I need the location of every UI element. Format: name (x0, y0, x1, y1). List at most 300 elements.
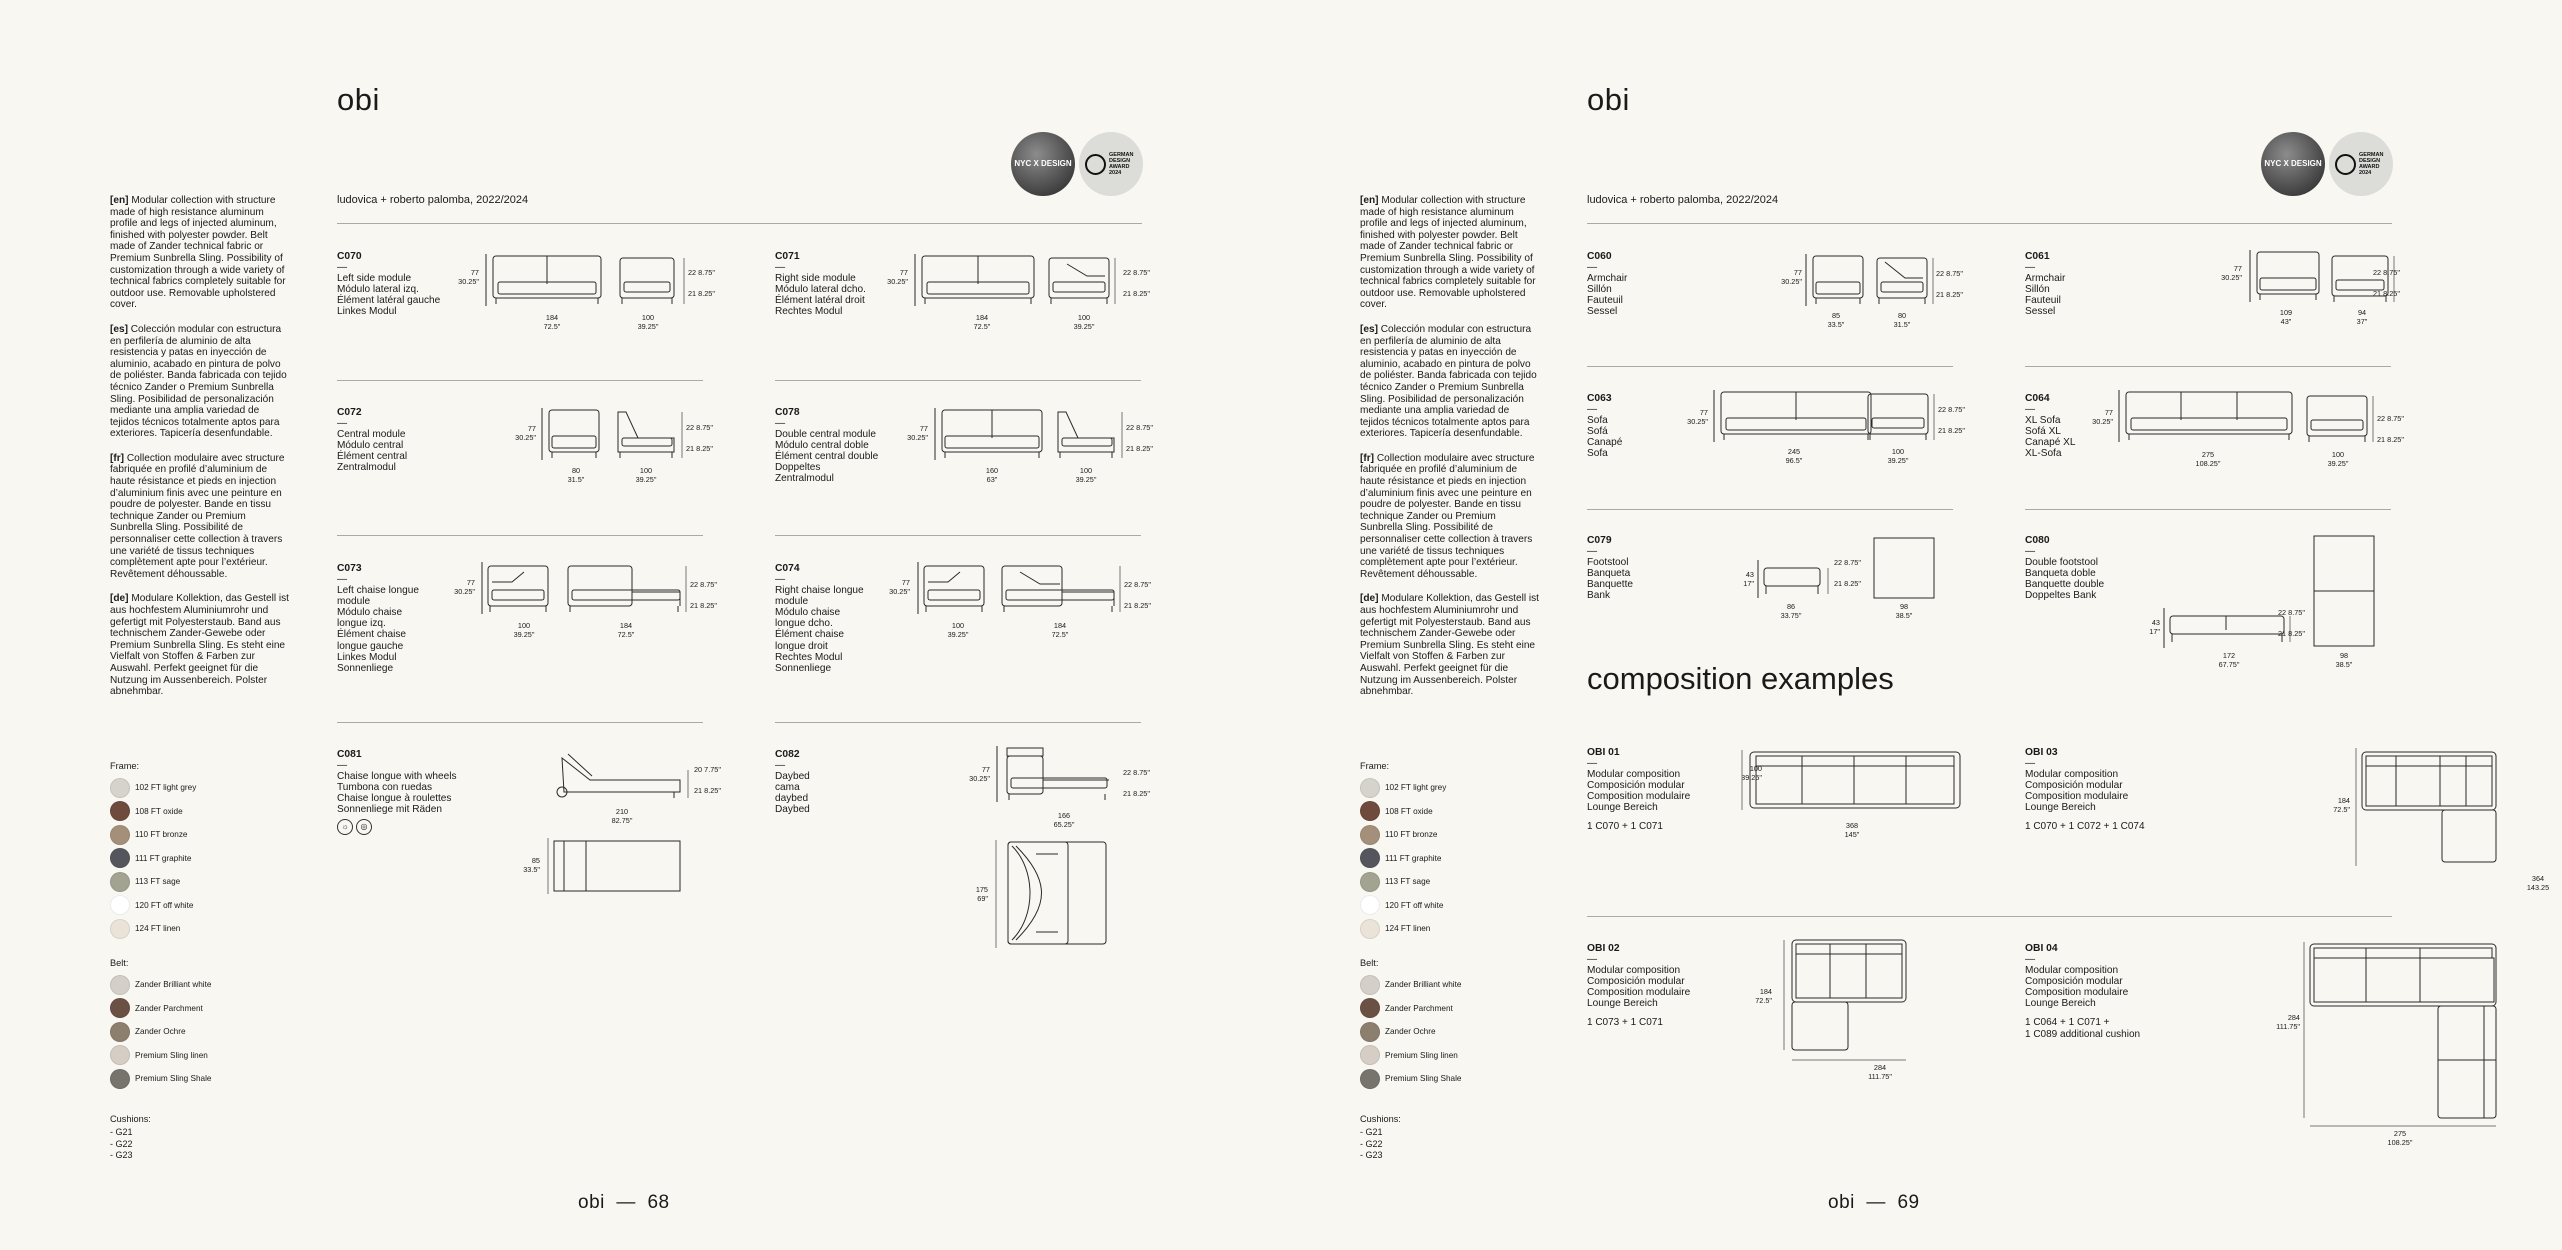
composition-formula (2025, 821, 2145, 833)
text-line: Módulo lateral dcho. (775, 284, 866, 296)
swatch-label: Zander Ochre (1385, 1027, 1436, 1037)
dim-height: 77 30.25" (1781, 268, 1802, 286)
dim-arm: 21 8.25" (1936, 290, 1963, 299)
swatch-item (1360, 870, 1446, 894)
product-dash: — (775, 574, 786, 585)
text-line: Double footstool (2025, 557, 2098, 569)
cushion-item: - G23 (1360, 1150, 1383, 1160)
dim-depth: 100 39.25" (1887, 447, 1909, 465)
color-swatch-icon (110, 825, 130, 845)
text-line: Zentralmodul (775, 473, 834, 485)
dim-height: 43 17" (1743, 570, 1754, 588)
footstool-side-view-c079 (1758, 560, 1828, 598)
swatch-label: Premium Sling linen (135, 1050, 208, 1060)
sofa-side-view-c072 (612, 408, 682, 460)
divider (337, 535, 703, 536)
swatch-label: Zander Parchment (1385, 1003, 1453, 1013)
composition-code: OBI 03 (2025, 747, 2058, 758)
daybed-side-view (997, 746, 1113, 802)
swatch-label: 102 FT light grey (1385, 783, 1447, 793)
dim-depth: 175 69" (975, 885, 988, 903)
swatch-label: Premium Sling Shale (1385, 1074, 1462, 1084)
sofa-side-view-c074 (918, 562, 990, 614)
product-c064 (2025, 393, 2076, 459)
sofa-side-view-c071 (1047, 254, 1117, 306)
text-line: module (337, 596, 371, 608)
page-number: obi — 68 (578, 1192, 670, 1213)
dim-arm: 21 8.25" (686, 444, 713, 453)
product-dash: — (2025, 262, 2036, 273)
color-swatch-icon (1360, 895, 1380, 915)
composition-code: OBI 01 (1587, 747, 1620, 758)
composition-formula (1587, 821, 1690, 833)
swatch-label: 111 FT graphite (1385, 853, 1442, 863)
dim-depth: 98 38.5" (2335, 651, 2353, 669)
color-swatch-icon (1360, 801, 1380, 821)
divider (2025, 509, 2391, 510)
text-line: Zentralmodul (337, 462, 396, 474)
dim-width: 184 72.5" (543, 313, 561, 331)
swatch-label: 102 FT light grey (135, 783, 197, 793)
dim-depth: 100 39.25" (1741, 764, 1762, 782)
dim-depth: 94 37" (2356, 308, 2368, 326)
composition-names (1587, 965, 1690, 1009)
swatch-item (110, 1067, 211, 1091)
dim-width: 86 33.75" (1780, 602, 1802, 620)
swatch-label: Zander Brilliant white (1385, 980, 1462, 990)
dim-width: 100 39.25" (947, 621, 969, 639)
color-swatch-icon (110, 1069, 130, 1089)
dim-arm: 21 8.25" (1123, 289, 1150, 298)
color-swatch-icon (1360, 848, 1380, 868)
text-line: Élément central (337, 451, 408, 463)
dim-height: 77 30.25" (458, 268, 479, 286)
text-line: Sonnenliege (337, 662, 394, 674)
dim-width: 284 111.75" (1868, 1063, 1892, 1081)
dim-depth: 184 72.5" (1051, 621, 1069, 639)
text-line: Doppeltes (775, 462, 821, 474)
footstool-top-view-c080 (2312, 534, 2376, 648)
product-code: C079 (1587, 535, 1612, 546)
footstool-side-view-c080 (2164, 608, 2290, 648)
color-swatch-icon (110, 801, 130, 821)
cushion-item: - G22 (110, 1138, 133, 1149)
cushions-list (110, 1127, 133, 1162)
cushions-label: Cushions: (110, 1114, 151, 1124)
dim-arm: 21 8.25" (1834, 579, 1861, 588)
swatch-item (1360, 1020, 1461, 1044)
product-names (775, 429, 878, 484)
color-swatch-icon (110, 1022, 130, 1042)
sofa-front-view-c070 (486, 254, 606, 306)
dim-depth: 184 72.5" (2333, 796, 2350, 814)
text-line: 1 C070 + 1 C071 (1587, 821, 1663, 833)
product-c061 (2025, 251, 2065, 317)
text-line: Fauteuil (2025, 295, 2061, 307)
dim-arm: 21 8.25" (1938, 426, 1965, 435)
dim-arm: 21 8.25" (690, 601, 717, 610)
text-line: Modular composition (2025, 965, 2119, 977)
description-es: [es] Colección modular con estructura en perfilería de aluminio de alta resistencia y patas en inyección de aluminio, acabado en pintura de polvo de poliéster. Banda fabricada con tejido técnico Zander o Premium Sunbrella Sling. Posibilidad de personalización mediante una amplia variedad de tejidos técnicos totalmente aptos para exteriores. Tapicería desenfundable. (110, 323, 287, 440)
dim-depth: 85 33.5" (523, 856, 540, 874)
dim-arm: 21 8.25" (1126, 444, 1153, 453)
page-left (0, 0, 1249, 1250)
belt-label: Belt: (1360, 958, 1379, 968)
text-line: Élément latéral droit (775, 295, 865, 307)
dim-depth: 100 39.25" (1073, 313, 1095, 331)
text-line: Doppeltes Bank (2025, 590, 2097, 602)
armchair-front-view-c060 (1806, 254, 1866, 306)
chaise-longue-top-view (548, 838, 684, 894)
text-line: Tumbona con ruedas (337, 782, 433, 794)
description-fr: [fr] Collection modulaire avec structure fabriquée en profilé d’aluminium de haute résistance et pieds en injection d’aluminium finis avec une peinture en poudre de polyester. Bande en tissu technique Zander ou Premium Sunbrella Sling. Possibilité de personnaliser cette collection à travers une variété de tissus techniques complètement apte pour l’extérieur. Revêtement déhoussable. (110, 452, 285, 580)
product-dash: — (2025, 546, 2036, 557)
dim-height: 77 30.25" (907, 424, 928, 442)
color-swatch-icon (110, 848, 130, 868)
sofa-front-view-c071 (915, 254, 1040, 306)
dim-arm: 21 8.25" (694, 786, 721, 795)
dim-height: 77 30.25" (2092, 408, 2113, 426)
text-line: Élément chaise (775, 629, 845, 641)
product-c080 (2025, 535, 2104, 601)
text-line: Composition modulaire (1587, 791, 1691, 803)
dim-seat: 22 8.75" (2373, 268, 2400, 277)
product-c072 (337, 407, 407, 473)
sofa-front-view-c078 (935, 408, 1047, 460)
text-line: Élément chaise (337, 629, 407, 641)
dim-height: 77 30.25" (515, 424, 536, 442)
text-line: Banquette (1587, 579, 1634, 591)
color-swatch-icon (1360, 778, 1380, 798)
product-names (775, 585, 864, 674)
dim-width: 275 108.25" (2195, 450, 2221, 468)
dim-depth: 184 72.5" (617, 621, 635, 639)
cushion-item: - G23 (110, 1150, 133, 1160)
dim-width: 160 63" (985, 466, 999, 484)
page-title: obi (1587, 82, 1630, 117)
product-code: C072 (337, 407, 362, 418)
dim-depth: 284 111.75" (2276, 1013, 2300, 1031)
dim-arm: 21 8.25" (688, 289, 715, 298)
product-c063 (1587, 393, 1622, 459)
dim-width: 109 43" (2279, 308, 2293, 326)
swatch-item (1360, 1044, 1461, 1068)
german-design-award-badge: GERMAN DESIGN AWARD 2024 (2329, 132, 2393, 196)
text-line: Modular composition (1587, 769, 1681, 781)
description-block (1360, 195, 1540, 711)
dim-depth: 184 72.5" (1755, 987, 1772, 1005)
page-title: obi (337, 82, 380, 117)
frame-label: Frame: (1360, 761, 1390, 771)
description-en: [en] Modular collection with structure made of high resistance aluminum profile and legs of injected aluminum, finished with polyester powder. Belt made of Zander technical fabric or Premium Sunbrella Sling. Possibility of customization through a wide variety of technical fabrics completely suitable for outdoor use. Removable upholstered cover. (1360, 195, 1536, 311)
description-fr: [fr] Collection modulaire avec structure fabriquée en profilé d’aluminium de haute résistance et pieds en injection d’aluminium finis avec une peinture en poudre de polyester. Bande en tissu technique Zander ou Premium Sunbrella Sling. Possibilité de personnaliser cette collection à travers une variété de tissus techniques complètement apte pour l’extérieur. Revêtement déhoussable. (1360, 452, 1535, 580)
cushions-label: Cushions: (1360, 1114, 1401, 1124)
dim-height: 77 30.25" (969, 765, 990, 783)
text-line: 1 C073 + 1 C071 (1587, 1017, 1663, 1029)
text-line: Banqueta doble (2025, 568, 2096, 580)
color-swatch-icon (110, 872, 130, 892)
text-line: 1 C089 additional cushion (2025, 1029, 2141, 1041)
dim-seat: 22 8.75" (1124, 580, 1151, 589)
product-names (775, 771, 810, 815)
product-names (1587, 557, 1633, 601)
product-names (1587, 273, 1627, 317)
text-line: Right chaise longue (775, 585, 864, 597)
dim-seat: 22 8.75" (1123, 768, 1150, 777)
dim-seat: 22 8.75" (1126, 423, 1153, 432)
swatch-item (110, 973, 211, 997)
text-line: Módulo central (337, 440, 404, 452)
nyc-design-award-badge: NYC X DESIGN (2261, 132, 2325, 196)
sofa-side-view-c078 (1052, 408, 1124, 460)
text-line: longue gauche (337, 640, 404, 652)
dim-arm: 21 8.25" (2373, 289, 2400, 298)
text-line: longue droit (775, 640, 828, 652)
text-line: Linkes Modul (337, 651, 397, 663)
dim-width: 100 39.25" (513, 621, 535, 639)
color-swatch-icon (1360, 1045, 1380, 1065)
product-dash: — (1587, 404, 1598, 415)
text-line: Sessel (2025, 306, 2056, 318)
swatch-item (110, 776, 196, 800)
swatch-label: 113 FT sage (1385, 877, 1431, 887)
swatch-label: 108 FT oxide (135, 806, 183, 816)
composition-dash: — (1587, 954, 1598, 965)
divider (2025, 366, 2391, 367)
product-c079 (1587, 535, 1633, 601)
dim-width: 85 33.5" (1827, 311, 1845, 329)
composition-obi-01 (1587, 747, 1690, 833)
text-line: Lounge Bereich (1587, 998, 1658, 1010)
nyc-design-award-badge: NYC X DESIGN (1011, 132, 1075, 196)
product-code: C071 (775, 251, 800, 262)
swatch-item (1360, 847, 1446, 871)
product-dash: — (337, 262, 348, 273)
composition-obi-02 (1587, 943, 1690, 1029)
chaise-front-view-c074 (1000, 562, 1118, 614)
text-line: Armchair (1587, 273, 1628, 285)
product-dash: — (337, 574, 348, 585)
product-dash: — (2025, 404, 2036, 415)
color-swatch-icon (1360, 1069, 1380, 1089)
dim-height: 77 30.25" (889, 578, 910, 596)
description-block (110, 195, 290, 711)
composition-names (1587, 769, 1690, 813)
composition-code: OBI 04 (2025, 943, 2058, 954)
sofa-front-view-c064 (2119, 390, 2297, 442)
swatch-label: 124 FT linen (135, 924, 181, 934)
product-code: C081 (337, 749, 362, 760)
sofa-side-view-c073 (482, 562, 554, 614)
color-swatch-icon (1360, 825, 1380, 845)
swatch-label: Premium Sling linen (1385, 1050, 1458, 1060)
text-line: Sillón (1587, 284, 1612, 296)
dim-width: 166 65.25" (1053, 811, 1075, 829)
text-line: Composición modular (1587, 780, 1685, 792)
cushion-item: - G21 (110, 1127, 133, 1137)
product-code: C063 (1587, 393, 1612, 404)
text-line: Footstool (1587, 557, 1629, 569)
text-line: Módulo chaise (337, 607, 403, 619)
product-code: C064 (2025, 393, 2050, 404)
designer-credit: ludovica + roberto palomba, 2022/2024 (337, 194, 529, 206)
dim-width: 245 96.5" (1785, 447, 1803, 465)
belt-label: Belt: (110, 958, 129, 968)
dim-seat: 22 8.75" (686, 423, 713, 432)
composition-names (2025, 965, 2140, 1009)
text-line: Sofa (1587, 415, 1608, 427)
dim-seat: 22 8.75" (2278, 608, 2305, 617)
frame-swatch-list (110, 776, 196, 941)
swatch-item (110, 1020, 211, 1044)
color-swatch-icon (110, 998, 130, 1018)
divider (337, 223, 1142, 224)
text-line: daybed (775, 793, 809, 805)
product-dash: — (337, 418, 348, 429)
product-code: C080 (2025, 535, 2050, 546)
color-swatch-icon (1360, 975, 1380, 995)
color-swatch-icon (1360, 872, 1380, 892)
text-line: XL-Sofa (2025, 448, 2062, 460)
frame-label: Frame: (110, 761, 140, 771)
swatch-label: 108 FT oxide (1385, 806, 1433, 816)
product-code: C078 (775, 407, 800, 418)
text-line: Sonnenliege (775, 662, 832, 674)
swatch-label: Zander Brilliant white (135, 980, 212, 990)
composition-formula (2025, 1017, 2140, 1041)
product-c081 (337, 749, 457, 835)
description-es: [es] Colección modular con estructura en perfilería de aluminio de alta resistencia y patas en inyección de aluminio, acabado en pintura de polvo de poliéster. Banda fabricada con tejido técnico Zander o Premium Sunbrella Sling. Posibilidad de personalización mediante una amplia variedad de tejidos técnicos totalmente aptos para exteriores. Tapicería desenfundable. (1360, 323, 1537, 440)
swatch-item (110, 1044, 211, 1068)
text-line: Linkes Modul (337, 306, 397, 318)
text-line: Chaise longue with wheels (337, 771, 457, 783)
product-dash: — (337, 760, 348, 771)
swatch-label: Zander Parchment (135, 1003, 203, 1013)
text-line: Élément latéral gauche (337, 295, 441, 307)
armchair-front-view-c061 (2250, 250, 2322, 302)
sofa-side-view-c064 (2303, 392, 2373, 444)
dim-width: 275 108.25" (2387, 1129, 2413, 1147)
text-line: Rechtes Modul (775, 306, 843, 318)
text-line: Canapé XL (2025, 437, 2076, 449)
dim-seat: 22 8.75" (1936, 269, 1963, 278)
dim-seat: 22 8.75" (1123, 268, 1150, 277)
section-title: composition examples (1587, 661, 1894, 696)
text-line: Lounge Bereich (1587, 802, 1658, 814)
dim-depth: 100 39.25" (1075, 466, 1097, 484)
dim-seat: 22 8.75" (1834, 558, 1861, 567)
product-names (2025, 557, 2104, 601)
composition-dash: — (2025, 758, 2036, 769)
outdoor-icon: ☼ (337, 819, 353, 835)
product-code: C073 (337, 563, 362, 574)
sofa-side-view-c070 (618, 254, 676, 306)
dim-arm: 21 8.25" (2377, 435, 2404, 444)
product-code: C082 (775, 749, 800, 760)
dim-seat: 22 8.75" (690, 580, 717, 589)
text-line: Sofa (1587, 448, 1608, 460)
text-line: Left chaise longue (337, 585, 419, 597)
dim-width: 172 67.75" (2218, 651, 2240, 669)
text-line: module (775, 596, 809, 608)
swatch-item (1360, 917, 1446, 941)
text-line: Sofá XL (2025, 426, 2061, 438)
swatch-label: 110 FT bronze (135, 830, 188, 840)
product-names (1587, 415, 1622, 459)
description-de: [de] Modulare Kollektion, das Gestell ist aus hochfestem Aluminiumrohr und gefertigt mit Polyesterstaub. Band aus technischem Zander-Gewebe oder Premium Sunbrella Sling. Es steht eine Vielfalt von Stoffen & Farben zur Auswahl. Perfekt geeignet für die Nutzung im Aussenbereich. Polster abnehmbar. (1360, 593, 1539, 698)
color-swatch-icon (110, 895, 130, 915)
product-dash: — (1587, 262, 1598, 273)
text-line: Sofá (1587, 426, 1608, 438)
dim-depth: 98 38.5" (1895, 602, 1913, 620)
belt-swatch-list (1360, 973, 1461, 1091)
designer-credit: ludovica + roberto palomba, 2022/2024 (1587, 194, 1779, 206)
text-line: Double central module (775, 429, 876, 441)
dim-seat: 20 7.75" (694, 765, 721, 774)
swatch-item (110, 917, 196, 941)
color-swatch-icon (1360, 919, 1380, 939)
swatch-item (110, 997, 211, 1021)
dim-arm: 21 8.25" (2278, 629, 2305, 638)
dim-depth: 100 39.25" (637, 313, 659, 331)
text-line: Armchair (2025, 273, 2066, 285)
composition-top-view-obi-03 (2356, 748, 2500, 868)
divider (337, 722, 703, 723)
footstool-top-view-c079 (1872, 536, 1936, 600)
dim-height: 77 30.25" (887, 268, 908, 286)
text-line: Fauteuil (1587, 295, 1623, 307)
sofa-side-view-c063 (1864, 390, 1934, 442)
product-c073 (337, 563, 419, 674)
swatch-label: 124 FT linen (1385, 924, 1431, 934)
divider (1587, 366, 1953, 367)
composition-names (2025, 769, 2145, 813)
product-dash: — (1587, 546, 1598, 557)
composition-dash: — (1587, 758, 1598, 769)
text-line: Modular composition (2025, 769, 2119, 781)
product-code: C060 (1587, 251, 1612, 262)
product-c074 (775, 563, 864, 674)
product-names (337, 771, 457, 815)
text-line: Módulo chaise (775, 607, 841, 619)
swatch-label: 113 FT sage (135, 877, 181, 887)
swatch-item (1360, 973, 1461, 997)
swatch-label: Zander Ochre (135, 1027, 186, 1037)
swatch-item (110, 847, 196, 871)
dim-width: 184 72.5" (973, 313, 991, 331)
swatch-item (1360, 800, 1446, 824)
dim-seat: 22 8.75" (1938, 405, 1965, 414)
description-en: [en] Modular collection with structure made of high resistance aluminum profile and legs of injected aluminum, finished with polyester powder. Belt made of Zander technical fabric or Premium Sunbrella Sling. Possibility of customization through a wide variety of technical fabrics completely suitable for outdoor use. Removable upholstered cover. (110, 195, 286, 311)
text-line: Módulo lateral izq. (337, 284, 419, 296)
daybed-top-view (996, 840, 1111, 948)
color-swatch-icon (110, 778, 130, 798)
divider (1587, 916, 2392, 917)
product-names (2025, 273, 2065, 317)
dim-width: 368 145" (1844, 821, 1860, 839)
text-line: Right side module (775, 273, 856, 285)
text-line: Rechtes Modul (775, 651, 843, 663)
sofa-front-view-c063 (1714, 390, 1874, 442)
dim-arm: 21 8.25" (1123, 789, 1150, 798)
page-number: obi — 69 (1828, 1192, 1920, 1213)
dim-height: 43 17" (2149, 618, 2160, 636)
color-swatch-icon (110, 1045, 130, 1065)
dim-depth: 80 31.5" (1893, 311, 1911, 329)
dim-arm: 21 8.25" (1124, 601, 1151, 610)
text-line: Módulo central doble (775, 440, 869, 452)
description-de: [de] Modulare Kollektion, das Gestell ist aus hochfestem Aluminiumrohr und gefertigt mit Polyesterstaub. Band aus technischem Zander-Gewebe oder Premium Sunbrella Sling. Es steht eine Vielfalt von Stoffen & Farben zur Auswahl. Perfekt geeignet für die Nutzung im Aussenbereich. Polster abnehmbar. (110, 593, 289, 698)
